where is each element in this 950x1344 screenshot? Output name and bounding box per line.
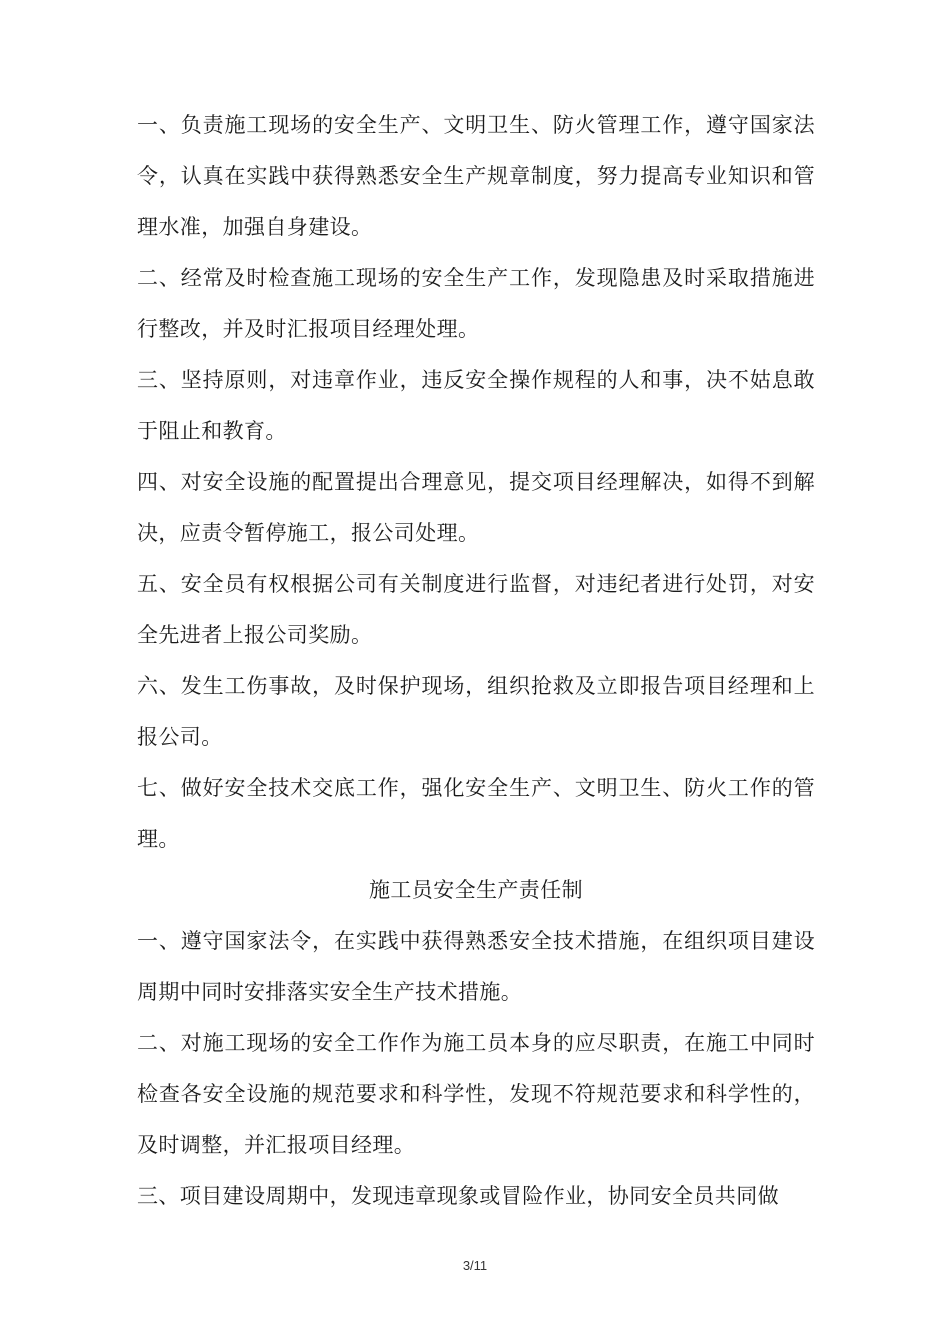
page-number: 3/11 — [462, 1258, 488, 1273]
document-body — [137, 100, 815, 1222]
paragraph-9: 二、对施工现场的安全工作作为施工员本身的应尽职责，在施工中同时检查各安全设施的规范要求和科学性，发现不符规范要求和科学性的，及时调整，并汇报项目经理。 — [137, 1031, 815, 1157]
paragraph-7: 七、做好安全技术交底工作，强化安全生产、文明卫生、防火工作的管理。 — [137, 776, 815, 851]
paragraph-5: 五、安全员有权根据公司有关制度进行监督，对违纪者进行处罚，对安全先进者上报公司奖励。 — [137, 572, 815, 647]
paragraph-1: 一、负责施工现场的安全生产、文明卫生、防火管理工作，遵守国家法令，认真在实践中获得熟悉安全生产规章制度，努力提高专业知识和管理水准，加强自身建设。 — [137, 113, 815, 239]
paragraph-2: 二、经常及时检查施工现场的安全生产工作，发现隐患及时采取措施进行整改，并及时汇报项目经理处理。 — [137, 266, 815, 341]
paragraph-6: 六、发生工伤事故，及时保护现场，组织抢救及立即报告项目经理和上报公司。 — [137, 674, 815, 749]
paragraph-10: 三、项目建设周期中，发现违章现象或冒险作业，协同安全员共同做 — [137, 1184, 779, 1208]
section-title: 施工员安全生产责任制 — [369, 878, 583, 902]
paragraph-8: 一、遵守国家法令，在实践中获得熟悉安全技术措施，在组织项目建设周期中同时安排落实安全生产技术措施。 — [137, 929, 815, 1004]
paragraph-3: 三、坚持原则，对违章作业，违反安全操作规程的人和事，决不姑息敢于阻止和教育。 — [137, 368, 815, 443]
paragraph-4: 四、对安全设施的配置提出合理意见，提交项目经理解决，如得不到解决，应责令暂停施工，报公司处理。 — [137, 470, 815, 545]
